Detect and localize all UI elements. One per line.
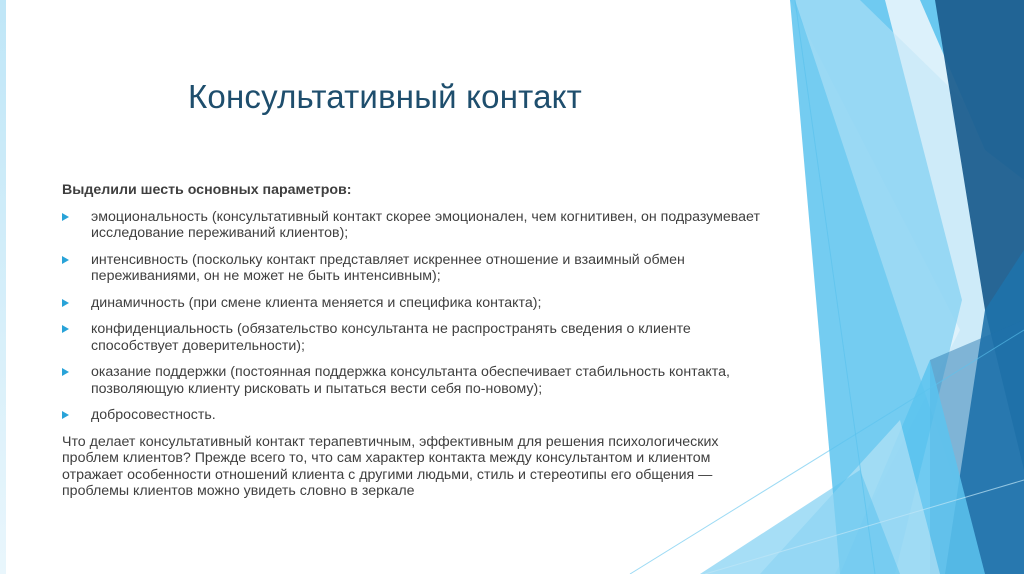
bullet-arrow-icon (62, 256, 69, 264)
bullet-arrow-icon (62, 213, 69, 221)
list-item (62, 364, 772, 397)
list-item-text: динамичность (при смене клиента меняется и специфика контакта); (91, 294, 542, 311)
list-item-text: добросовестность. (91, 407, 216, 423)
closing-paragraph: Что делает консультативный контакт терапевтичным, эффективным для решения психологических проблем клиентов? Прежде всего то, что сам характер контакта между консультантом и клиентом отражает особенности отношений клиента с другими людьми, стиль и стереотипы его общения — проблемы клиентов можно увидеть словно в зеркале (62, 433, 719, 499)
parameter-list (62, 209, 772, 424)
intro-text: Выделили шесть основных параметров: (62, 182, 352, 198)
list-item-text: эмоциональность (консультативный контакт скорее эмоционален, чем когнитивен, он подразумевает исследование переживаний клиентов); (91, 208, 760, 241)
bullet-arrow-icon (62, 368, 69, 376)
list-item (62, 295, 772, 312)
list-item-text: интенсивность (поскольку контакт представляет искреннее отношение и взаимный обмен переживаниями, он не может не быть интенсивным); (91, 251, 685, 284)
list-item-text: оказание поддержки (постоянная поддержка консультанта обеспечивает стабильность контакта, позволяющую клиенту рисковать и пытаться вести себя по-новому); (91, 364, 730, 397)
bullet-arrow-icon (62, 325, 69, 333)
bullet-arrow-icon (62, 411, 69, 419)
list-item (62, 209, 772, 242)
slide-content (62, 182, 772, 500)
slide-title: Консультативный контакт (188, 78, 582, 116)
bullet-arrow-icon (62, 299, 69, 307)
list-item (62, 252, 772, 285)
list-item (62, 321, 772, 354)
list-item (62, 407, 772, 424)
list-item-text: конфиденциальность (обязательство консультанта не распространять сведения о клиенте способствует доверительности); (91, 321, 691, 354)
